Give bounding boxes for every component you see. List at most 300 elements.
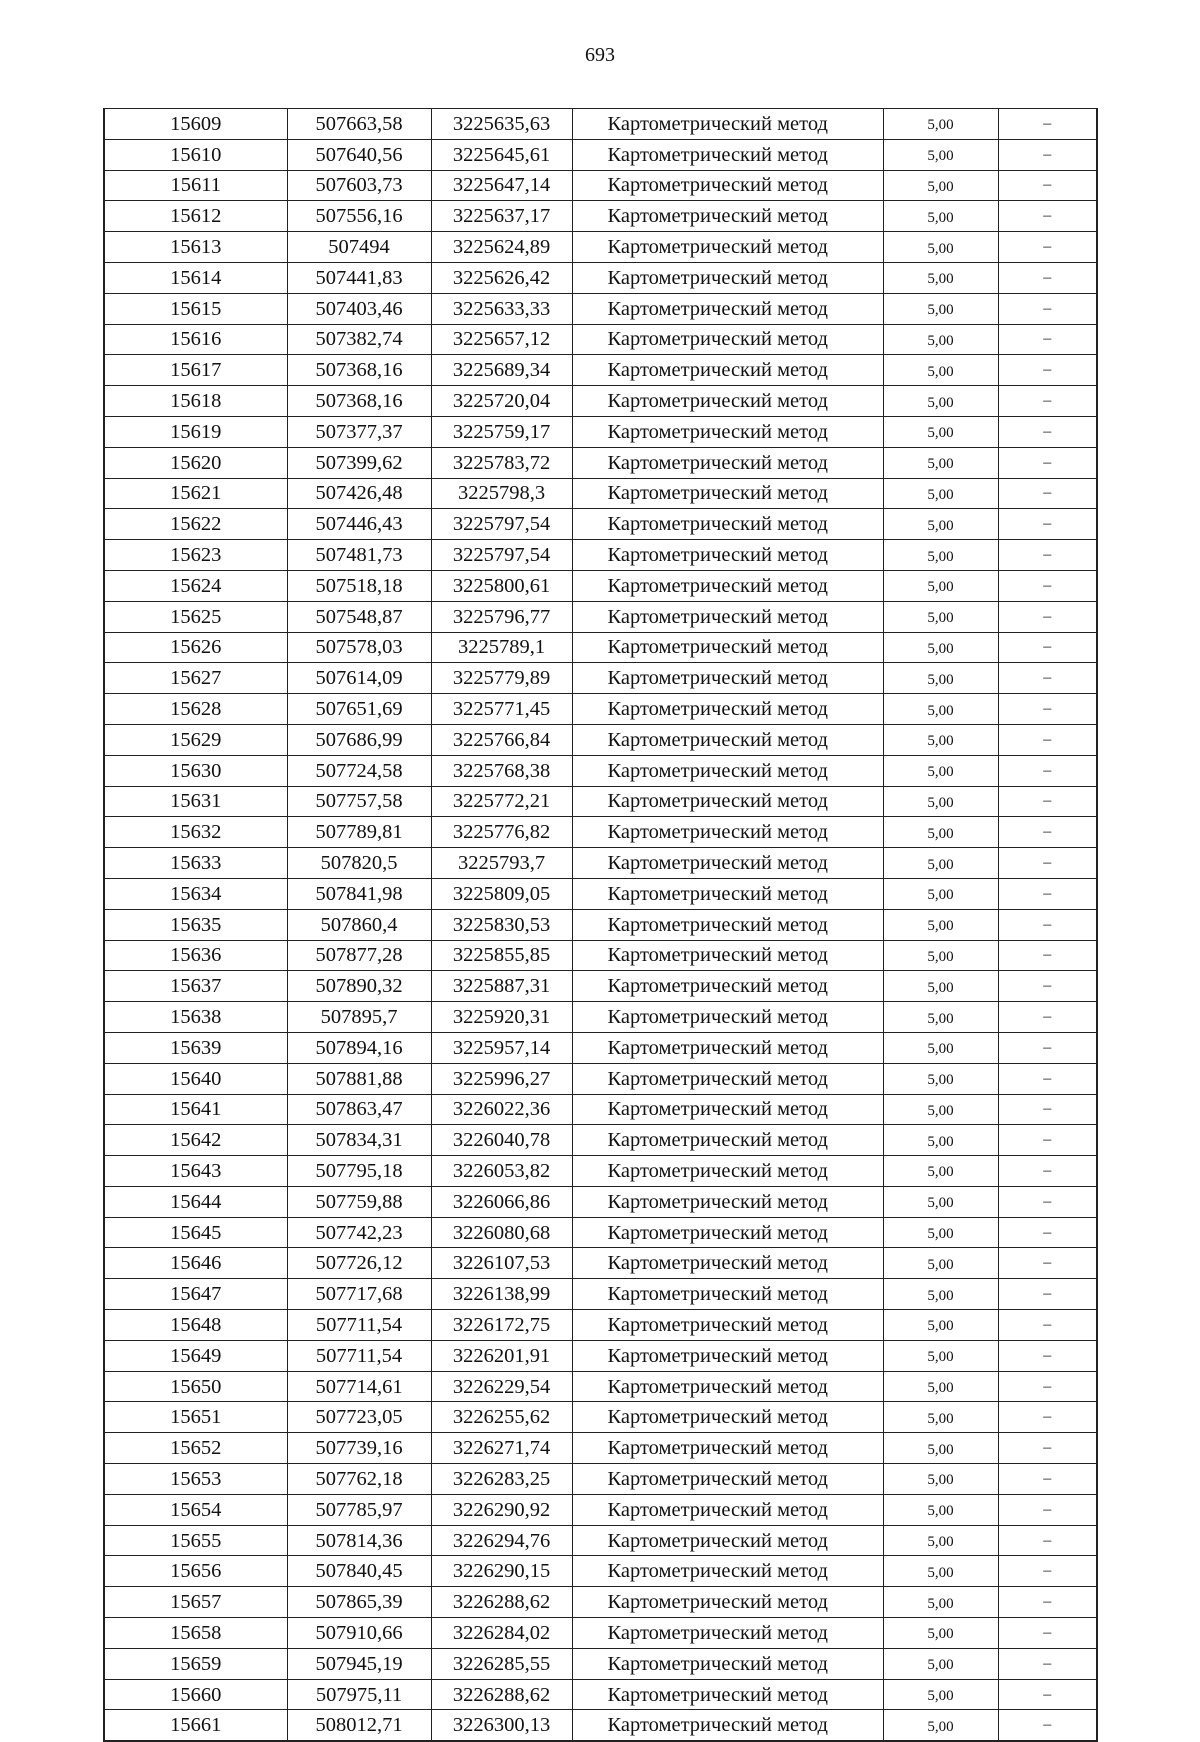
dash-cell: –	[998, 1310, 1097, 1341]
error-cell: 5,00	[883, 1279, 998, 1310]
error-cell: 5,00	[883, 1494, 998, 1525]
method-cell: Картометрический метод	[572, 878, 883, 909]
table-row	[104, 416, 1097, 447]
y-coordinate-cell: 3226229,54	[431, 1371, 572, 1402]
x-coordinate-cell: 507975,11	[287, 1679, 431, 1710]
error-cell: 5,00	[883, 355, 998, 386]
table-row	[104, 355, 1097, 386]
table-row	[104, 971, 1097, 1002]
x-coordinate-cell: 507614,09	[287, 663, 431, 694]
method-cell: Картометрический метод	[572, 1494, 883, 1525]
y-coordinate-cell: 3225647,14	[431, 170, 572, 201]
point-number-cell: 15646	[104, 1248, 287, 1279]
table-row	[104, 386, 1097, 417]
y-coordinate-cell: 3225779,89	[431, 663, 572, 694]
dash-cell: –	[998, 1217, 1097, 1248]
point-number-cell: 15644	[104, 1186, 287, 1217]
point-number-cell: 15651	[104, 1402, 287, 1433]
table-row	[104, 1464, 1097, 1495]
method-cell: Картометрический метод	[572, 1279, 883, 1310]
point-number-cell: 15629	[104, 724, 287, 755]
table-row	[104, 262, 1097, 293]
dash-cell: –	[998, 478, 1097, 509]
error-cell: 5,00	[883, 1310, 998, 1341]
dash-cell: –	[998, 1648, 1097, 1679]
y-coordinate-cell: 3226284,02	[431, 1618, 572, 1649]
error-cell: 5,00	[883, 324, 998, 355]
dash-cell: –	[998, 1186, 1097, 1217]
table-row	[104, 1310, 1097, 1341]
table-row	[104, 170, 1097, 201]
point-number-cell: 15657	[104, 1587, 287, 1618]
method-cell: Картометрический метод	[572, 232, 883, 263]
dash-cell: –	[998, 386, 1097, 417]
method-cell: Картометрический метод	[572, 1310, 883, 1341]
method-cell: Картометрический метод	[572, 1587, 883, 1618]
dash-cell: –	[998, 540, 1097, 571]
point-number-cell: 15636	[104, 940, 287, 971]
y-coordinate-cell: 3225957,14	[431, 1032, 572, 1063]
dash-cell: –	[998, 755, 1097, 786]
point-number-cell: 15659	[104, 1648, 287, 1679]
x-coordinate-cell: 508012,71	[287, 1710, 431, 1741]
coordinates-table-body	[104, 109, 1097, 1742]
table-row	[104, 1556, 1097, 1587]
y-coordinate-cell: 3225720,04	[431, 386, 572, 417]
y-coordinate-cell: 3226053,82	[431, 1156, 572, 1187]
method-cell: Картометрический метод	[572, 478, 883, 509]
dash-cell: –	[998, 170, 1097, 201]
dash-cell: –	[998, 1371, 1097, 1402]
x-coordinate-cell: 507403,46	[287, 293, 431, 324]
dash-cell: –	[998, 663, 1097, 694]
y-coordinate-cell: 3225759,17	[431, 416, 572, 447]
x-coordinate-cell: 507762,18	[287, 1464, 431, 1495]
x-coordinate-cell: 507910,66	[287, 1618, 431, 1649]
point-number-cell: 15637	[104, 971, 287, 1002]
dash-cell: –	[998, 262, 1097, 293]
method-cell: Картометрический метод	[572, 786, 883, 817]
x-coordinate-cell: 507368,16	[287, 386, 431, 417]
table-row	[104, 232, 1097, 263]
point-number-cell: 15627	[104, 663, 287, 694]
table-row	[104, 1525, 1097, 1556]
error-cell: 5,00	[883, 386, 998, 417]
y-coordinate-cell: 3225624,89	[431, 232, 572, 263]
error-cell: 5,00	[883, 1002, 998, 1033]
method-cell: Картометрический метод	[572, 324, 883, 355]
error-cell: 5,00	[883, 1063, 998, 1094]
method-cell: Картометрический метод	[572, 386, 883, 417]
point-number-cell: 15642	[104, 1125, 287, 1156]
y-coordinate-cell: 3225789,1	[431, 632, 572, 663]
method-cell: Картометрический метод	[572, 139, 883, 170]
x-coordinate-cell: 507865,39	[287, 1587, 431, 1618]
dash-cell: –	[998, 1710, 1097, 1741]
x-coordinate-cell: 507714,61	[287, 1371, 431, 1402]
dash-cell: –	[998, 1618, 1097, 1649]
y-coordinate-cell: 3225657,12	[431, 324, 572, 355]
dash-cell: –	[998, 139, 1097, 170]
point-number-cell: 15649	[104, 1340, 287, 1371]
dash-cell: –	[998, 232, 1097, 263]
x-coordinate-cell: 507841,98	[287, 878, 431, 909]
x-coordinate-cell: 507724,58	[287, 755, 431, 786]
method-cell: Картометрический метод	[572, 724, 883, 755]
y-coordinate-cell: 3225797,54	[431, 509, 572, 540]
dash-cell: –	[998, 724, 1097, 755]
table-row	[104, 1710, 1097, 1741]
error-cell: 5,00	[883, 724, 998, 755]
point-number-cell: 15632	[104, 817, 287, 848]
table-row	[104, 570, 1097, 601]
dash-cell: –	[998, 1125, 1097, 1156]
x-coordinate-cell: 507578,03	[287, 632, 431, 663]
dash-cell: –	[998, 109, 1097, 140]
dash-cell: –	[998, 570, 1097, 601]
error-cell: 5,00	[883, 848, 998, 879]
table-row	[104, 1063, 1097, 1094]
x-coordinate-cell: 507723,05	[287, 1402, 431, 1433]
dash-cell: –	[998, 1525, 1097, 1556]
dash-cell: –	[998, 1094, 1097, 1125]
point-number-cell: 15655	[104, 1525, 287, 1556]
method-cell: Картометрический метод	[572, 971, 883, 1002]
error-cell: 5,00	[883, 601, 998, 632]
dash-cell: –	[998, 1002, 1097, 1033]
method-cell: Картометрический метод	[572, 663, 883, 694]
point-number-cell: 15638	[104, 1002, 287, 1033]
error-cell: 5,00	[883, 694, 998, 725]
y-coordinate-cell: 3226285,55	[431, 1648, 572, 1679]
dash-cell: –	[998, 1464, 1097, 1495]
error-cell: 5,00	[883, 786, 998, 817]
x-coordinate-cell: 507785,97	[287, 1494, 431, 1525]
y-coordinate-cell: 3225920,31	[431, 1002, 572, 1033]
y-coordinate-cell: 3225800,61	[431, 570, 572, 601]
error-cell: 5,00	[883, 509, 998, 540]
x-coordinate-cell: 507726,12	[287, 1248, 431, 1279]
table-row	[104, 1032, 1097, 1063]
y-coordinate-cell: 3225771,45	[431, 694, 572, 725]
point-number-cell: 15645	[104, 1217, 287, 1248]
point-number-cell: 15631	[104, 786, 287, 817]
dash-cell: –	[998, 694, 1097, 725]
method-cell: Картометрический метод	[572, 1464, 883, 1495]
x-coordinate-cell: 507382,74	[287, 324, 431, 355]
point-number-cell: 15643	[104, 1156, 287, 1187]
error-cell: 5,00	[883, 1248, 998, 1279]
y-coordinate-cell: 3225768,38	[431, 755, 572, 786]
error-cell: 5,00	[883, 755, 998, 786]
error-cell: 5,00	[883, 1217, 998, 1248]
table-row	[104, 694, 1097, 725]
x-coordinate-cell: 507739,16	[287, 1433, 431, 1464]
method-cell: Картометрический метод	[572, 109, 883, 140]
dash-cell: –	[998, 909, 1097, 940]
y-coordinate-cell: 3225996,27	[431, 1063, 572, 1094]
point-number-cell: 15616	[104, 324, 287, 355]
y-coordinate-cell: 3225797,54	[431, 540, 572, 571]
table-row	[104, 1618, 1097, 1649]
y-coordinate-cell: 3225809,05	[431, 878, 572, 909]
dash-cell: –	[998, 1279, 1097, 1310]
method-cell: Картометрический метод	[572, 1433, 883, 1464]
point-number-cell: 15625	[104, 601, 287, 632]
table-row	[104, 1494, 1097, 1525]
x-coordinate-cell: 507945,19	[287, 1648, 431, 1679]
y-coordinate-cell: 3225772,21	[431, 786, 572, 817]
point-number-cell: 15617	[104, 355, 287, 386]
y-coordinate-cell: 3225689,34	[431, 355, 572, 386]
method-cell: Картометрический метод	[572, 570, 883, 601]
y-coordinate-cell: 3225798,3	[431, 478, 572, 509]
dash-cell: –	[998, 1402, 1097, 1433]
error-cell: 5,00	[883, 663, 998, 694]
method-cell: Картометрический метод	[572, 1371, 883, 1402]
table-row	[104, 817, 1097, 848]
point-number-cell: 15620	[104, 447, 287, 478]
point-number-cell: 15658	[104, 1618, 287, 1649]
y-coordinate-cell: 3225796,77	[431, 601, 572, 632]
point-number-cell: 15628	[104, 694, 287, 725]
error-cell: 5,00	[883, 201, 998, 232]
point-number-cell: 15656	[104, 1556, 287, 1587]
y-coordinate-cell: 3226294,76	[431, 1525, 572, 1556]
point-number-cell: 15654	[104, 1494, 287, 1525]
error-cell: 5,00	[883, 170, 998, 201]
point-number-cell: 15622	[104, 509, 287, 540]
error-cell: 5,00	[883, 1525, 998, 1556]
method-cell: Картометрический метод	[572, 355, 883, 386]
dash-cell: –	[998, 355, 1097, 386]
x-coordinate-cell: 507820,5	[287, 848, 431, 879]
point-number-cell: 15640	[104, 1063, 287, 1094]
y-coordinate-cell: 3226283,25	[431, 1464, 572, 1495]
y-coordinate-cell: 3225645,61	[431, 139, 572, 170]
dash-cell: –	[998, 416, 1097, 447]
y-coordinate-cell: 3225766,84	[431, 724, 572, 755]
table-row	[104, 663, 1097, 694]
method-cell: Картометрический метод	[572, 540, 883, 571]
method-cell: Картометрический метод	[572, 1125, 883, 1156]
method-cell: Картометрический метод	[572, 447, 883, 478]
y-coordinate-cell: 3225776,82	[431, 817, 572, 848]
point-number-cell: 15648	[104, 1310, 287, 1341]
y-coordinate-cell: 3225793,7	[431, 848, 572, 879]
point-number-cell: 15613	[104, 232, 287, 263]
y-coordinate-cell: 3226255,62	[431, 1402, 572, 1433]
error-cell: 5,00	[883, 1679, 998, 1710]
point-number-cell: 15633	[104, 848, 287, 879]
x-coordinate-cell: 507518,18	[287, 570, 431, 601]
x-coordinate-cell: 507441,83	[287, 262, 431, 293]
error-cell: 5,00	[883, 540, 998, 571]
point-number-cell: 15635	[104, 909, 287, 940]
x-coordinate-cell: 507548,87	[287, 601, 431, 632]
dash-cell: –	[998, 1556, 1097, 1587]
y-coordinate-cell: 3226040,78	[431, 1125, 572, 1156]
y-coordinate-cell: 3225626,42	[431, 262, 572, 293]
method-cell: Картометрический метод	[572, 940, 883, 971]
method-cell: Картометрический метод	[572, 1679, 883, 1710]
point-number-cell: 15634	[104, 878, 287, 909]
point-number-cell: 15660	[104, 1679, 287, 1710]
x-coordinate-cell: 507426,48	[287, 478, 431, 509]
method-cell: Картометрический метод	[572, 1402, 883, 1433]
dash-cell: –	[998, 1032, 1097, 1063]
method-cell: Картометрический метод	[572, 817, 883, 848]
table-row	[104, 447, 1097, 478]
y-coordinate-cell: 3226290,15	[431, 1556, 572, 1587]
error-cell: 5,00	[883, 1340, 998, 1371]
method-cell: Картометрический метод	[572, 262, 883, 293]
x-coordinate-cell: 507795,18	[287, 1156, 431, 1187]
y-coordinate-cell: 3226107,53	[431, 1248, 572, 1279]
error-cell: 5,00	[883, 1710, 998, 1741]
method-cell: Картометрический метод	[572, 1710, 883, 1741]
error-cell: 5,00	[883, 139, 998, 170]
method-cell: Картометрический метод	[572, 1248, 883, 1279]
dash-cell: –	[998, 324, 1097, 355]
dash-cell: –	[998, 201, 1097, 232]
point-number-cell: 15661	[104, 1710, 287, 1741]
error-cell: 5,00	[883, 1648, 998, 1679]
point-number-cell: 15619	[104, 416, 287, 447]
table-row	[104, 201, 1097, 232]
x-coordinate-cell: 507789,81	[287, 817, 431, 848]
dash-cell: –	[998, 848, 1097, 879]
table-row	[104, 1587, 1097, 1618]
x-coordinate-cell: 507877,28	[287, 940, 431, 971]
method-cell: Картометрический метод	[572, 755, 883, 786]
error-cell: 5,00	[883, 1618, 998, 1649]
point-number-cell: 15611	[104, 170, 287, 201]
x-coordinate-cell: 507663,58	[287, 109, 431, 140]
method-cell: Картометрический метод	[572, 909, 883, 940]
error-cell: 5,00	[883, 817, 998, 848]
point-number-cell: 15650	[104, 1371, 287, 1402]
error-cell: 5,00	[883, 1587, 998, 1618]
dash-cell: –	[998, 1156, 1097, 1187]
table-row	[104, 324, 1097, 355]
error-cell: 5,00	[883, 1032, 998, 1063]
y-coordinate-cell: 3226066,86	[431, 1186, 572, 1217]
method-cell: Картометрический метод	[572, 1340, 883, 1371]
table-row	[104, 1279, 1097, 1310]
method-cell: Картометрический метод	[572, 509, 883, 540]
x-coordinate-cell: 507860,4	[287, 909, 431, 940]
method-cell: Картометрический метод	[572, 632, 883, 663]
table-row	[104, 540, 1097, 571]
error-cell: 5,00	[883, 632, 998, 663]
point-number-cell: 15609	[104, 109, 287, 140]
table-row	[104, 909, 1097, 940]
x-coordinate-cell: 507640,56	[287, 139, 431, 170]
x-coordinate-cell: 507814,36	[287, 1525, 431, 1556]
point-number-cell: 15630	[104, 755, 287, 786]
point-number-cell: 15626	[104, 632, 287, 663]
error-cell: 5,00	[883, 1186, 998, 1217]
y-coordinate-cell: 3225887,31	[431, 971, 572, 1002]
table-row	[104, 1002, 1097, 1033]
dash-cell: –	[998, 878, 1097, 909]
point-number-cell: 15618	[104, 386, 287, 417]
x-coordinate-cell: 507759,88	[287, 1186, 431, 1217]
table-row	[104, 940, 1097, 971]
error-cell: 5,00	[883, 293, 998, 324]
point-number-cell: 15612	[104, 201, 287, 232]
y-coordinate-cell: 3226288,62	[431, 1587, 572, 1618]
error-cell: 5,00	[883, 1094, 998, 1125]
dash-cell: –	[998, 1587, 1097, 1618]
x-coordinate-cell: 507834,31	[287, 1125, 431, 1156]
method-cell: Картометрический метод	[572, 1156, 883, 1187]
point-number-cell: 15624	[104, 570, 287, 601]
table-row	[104, 478, 1097, 509]
x-coordinate-cell: 507711,54	[287, 1310, 431, 1341]
point-number-cell: 15610	[104, 139, 287, 170]
point-number-cell: 15623	[104, 540, 287, 571]
error-cell: 5,00	[883, 1433, 998, 1464]
error-cell: 5,00	[883, 909, 998, 940]
dash-cell: –	[998, 293, 1097, 324]
table-row	[104, 109, 1097, 140]
dash-cell: –	[998, 601, 1097, 632]
table-row	[104, 724, 1097, 755]
error-cell: 5,00	[883, 262, 998, 293]
method-cell: Картометрический метод	[572, 1525, 883, 1556]
point-number-cell: 15614	[104, 262, 287, 293]
x-coordinate-cell: 507711,54	[287, 1340, 431, 1371]
method-cell: Картометрический метод	[572, 416, 883, 447]
dash-cell: –	[998, 1340, 1097, 1371]
point-number-cell: 15641	[104, 1094, 287, 1125]
table-row	[104, 1371, 1097, 1402]
x-coordinate-cell: 507494	[287, 232, 431, 263]
y-coordinate-cell: 3225783,72	[431, 447, 572, 478]
table-row	[104, 1094, 1097, 1125]
dash-cell: –	[998, 1063, 1097, 1094]
x-coordinate-cell: 507863,47	[287, 1094, 431, 1125]
y-coordinate-cell: 3226271,74	[431, 1433, 572, 1464]
method-cell: Картометрический метод	[572, 1094, 883, 1125]
dash-cell: –	[998, 632, 1097, 663]
y-coordinate-cell: 3225637,17	[431, 201, 572, 232]
x-coordinate-cell: 507603,73	[287, 170, 431, 201]
y-coordinate-cell: 3225855,85	[431, 940, 572, 971]
method-cell: Картометрический метод	[572, 170, 883, 201]
dash-cell: –	[998, 786, 1097, 817]
table-row	[104, 1217, 1097, 1248]
x-coordinate-cell: 507742,23	[287, 1217, 431, 1248]
table-row	[104, 878, 1097, 909]
x-coordinate-cell: 507757,58	[287, 786, 431, 817]
method-cell: Картометрический метод	[572, 1002, 883, 1033]
method-cell: Картометрический метод	[572, 848, 883, 879]
method-cell: Картометрический метод	[572, 1032, 883, 1063]
method-cell: Картометрический метод	[572, 1556, 883, 1587]
table-row	[104, 1679, 1097, 1710]
error-cell: 5,00	[883, 1556, 998, 1587]
table-row	[104, 1648, 1097, 1679]
error-cell: 5,00	[883, 1371, 998, 1402]
table-row	[104, 848, 1097, 879]
x-coordinate-cell: 507890,32	[287, 971, 431, 1002]
dash-cell: –	[998, 1433, 1097, 1464]
method-cell: Картометрический метод	[572, 601, 883, 632]
dash-cell: –	[998, 509, 1097, 540]
